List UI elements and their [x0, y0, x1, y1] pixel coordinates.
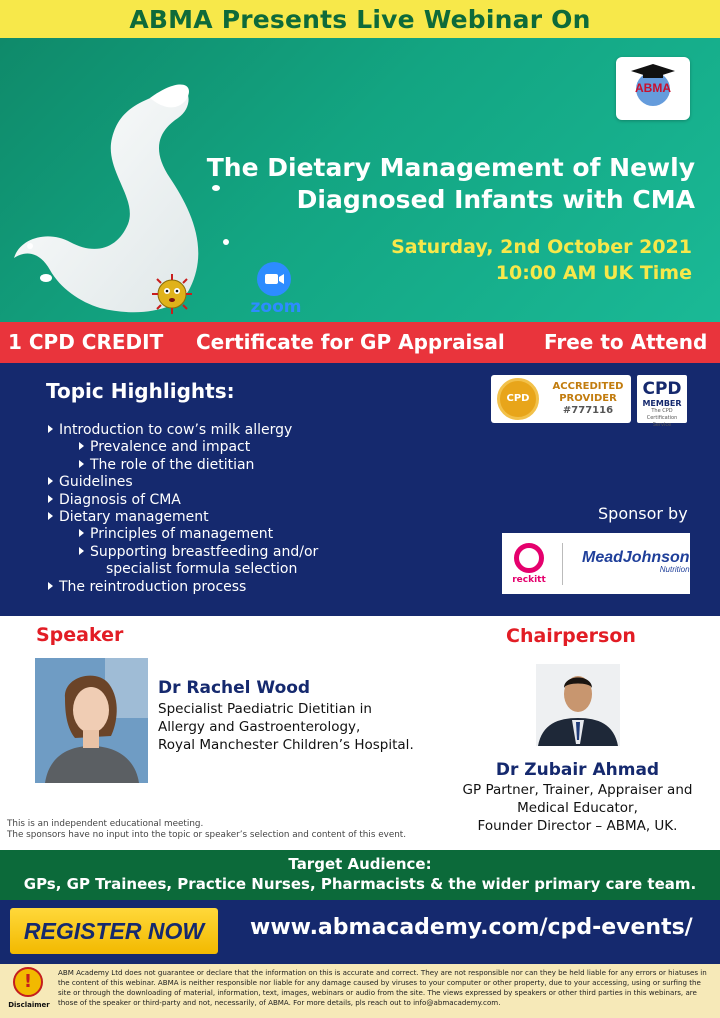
topics-section — [0, 363, 720, 616]
website-link[interactable]: www.abmacademy.com/cpd-events/ — [250, 915, 693, 940]
sponsor-divider — [562, 543, 563, 585]
speaker-photo — [35, 658, 148, 783]
chairperson-label: Chairperson — [506, 625, 636, 647]
bullet-arrow-icon — [48, 512, 53, 520]
register-section — [0, 900, 720, 964]
cpd-medal-icon: CPD — [497, 378, 539, 420]
list-item: Prevalence and impact — [48, 439, 318, 456]
list-item: The reintroduction process — [48, 579, 318, 596]
webinar-datetime — [312, 234, 692, 286]
chairperson-photo — [536, 664, 620, 746]
chairperson-description: GP Partner, Trainer, Appraiser and Medical Educator, Founder Director – ABMA, UK. — [462, 782, 693, 834]
reckitt-logo: reckitt — [512, 543, 546, 587]
banner-title: ABMA Presents Live Webinar On — [129, 4, 591, 34]
list-item: Principles of management — [48, 526, 318, 543]
title-line-2: Diagnosed Infants with CMA — [296, 185, 695, 214]
topics-title: Topic Highlights: — [46, 379, 235, 403]
sponsor-logos — [502, 533, 690, 594]
sponsor-label: Sponsor by — [598, 504, 688, 523]
audience-text: GPs, GP Trainees, Practice Nurses, Pharmacists & the wider primary care team. — [23, 875, 697, 893]
independence-note: This is an independent educational meeting. The sponsors have no input into the topic or speaker’s selection and content of this event. — [7, 819, 407, 840]
speaker-name: Dr Rachel Wood — [158, 678, 311, 698]
speaker-label: Speaker — [36, 624, 124, 646]
list-item: Introduction to cow’s milk allergy — [48, 422, 318, 439]
people-section — [0, 616, 720, 850]
list-item: Dietary management — [48, 509, 318, 526]
zoom-camera-icon — [257, 262, 291, 296]
cpd-accredited-badge — [491, 375, 631, 423]
webinar-date: Saturday, 2nd October 2021 — [391, 236, 692, 258]
warning-icon: ! Disclaimer — [8, 967, 50, 1015]
abma-logo — [616, 57, 690, 120]
title-line-1: The Dietary Management of Newly — [206, 153, 695, 182]
bullet-arrow-icon — [79, 529, 84, 537]
meadjohnson-logo: MeadJohnson Nutrition — [582, 549, 690, 574]
disclaimer-section — [0, 964, 720, 1018]
list-item: Guidelines — [48, 474, 318, 491]
list-item: Diagnosis of CMA — [48, 492, 318, 509]
free-attend-text: Free to Attend — [544, 330, 708, 354]
certificate-text: Certificate for GP Appraisal — [196, 330, 505, 354]
cpd-badge-text: ACCREDITED PROVIDER #777116 — [552, 381, 624, 416]
webinar-title — [175, 152, 695, 216]
audience-title: Target Audience: — [288, 855, 432, 873]
virus-icon — [150, 272, 194, 316]
zoom-logo — [246, 260, 308, 318]
benefits-bar — [0, 322, 720, 363]
register-now-button[interactable]: REGISTER NOW — [10, 908, 218, 954]
target-audience — [0, 850, 720, 900]
bullet-arrow-icon — [79, 547, 84, 555]
disclaimer-text: ABM Academy Ltd does not guarantee or declare that the information on this is accurate and correct. They are not responsible nor can they be held liable for any errors or hiatuses in the content of this webinar. ABMA is neither responsible nor liable for any damage caused by viruses to your computer or other property, due to your accessing, using or surfing the site or through the downloading of material, information, text, images, webinars or audio from the site. The views expressed by speakers or other third parties in this webinars, are those of the speaker or third-party and not, necessarily, of ABMA. For more details, pls reach out to info@abmacademy.com. — [58, 968, 707, 1007]
bullet-arrow-icon — [48, 425, 53, 433]
chairperson-name: Dr Zubair Ahmad — [495, 760, 660, 780]
bullet-arrow-icon — [48, 477, 53, 485]
hero-section — [0, 38, 720, 322]
bullet-arrow-icon — [79, 460, 84, 468]
cpd-credit-text: 1 CPD CREDIT — [8, 330, 164, 354]
abma-logo-text: ABMA — [635, 81, 671, 95]
top-banner — [0, 0, 720, 38]
list-item: Supporting breastfeeding and/or — [48, 544, 318, 561]
list-item: specialist formula selection — [106, 561, 298, 578]
list-item: The role of the dietitian — [48, 457, 318, 474]
zoom-wordmark: zoom — [250, 297, 302, 317]
bullet-arrow-icon — [48, 582, 53, 590]
bullet-arrow-icon — [48, 495, 53, 503]
speaker-description: Specialist Paediatric Dietitian in Allergy and Gastroenterology, Royal Manchester Children’s Hospital. — [158, 701, 414, 753]
topic-list — [48, 422, 318, 596]
bullet-arrow-icon — [79, 442, 84, 450]
cpd-member-badge: CPD MEMBER The CPD Certification Service — [637, 375, 687, 423]
reckitt-icon — [514, 543, 544, 573]
webinar-time: 10:00 AM UK Time — [495, 262, 692, 284]
